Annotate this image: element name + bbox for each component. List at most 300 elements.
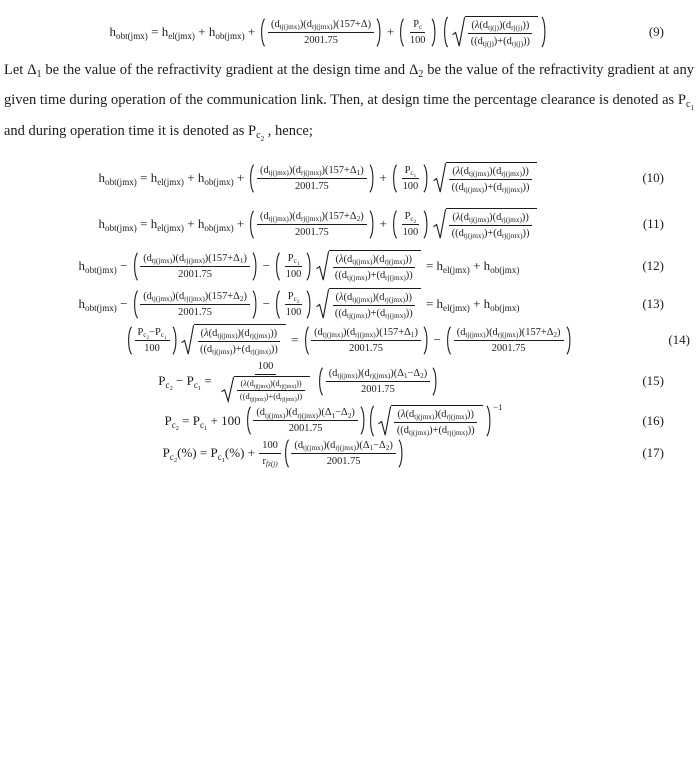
math-subscript — [686, 90, 694, 120]
math-numerator — [449, 165, 531, 180]
math-text: ( — [143, 290, 147, 302]
math-text: (( — [334, 270, 342, 281]
math-subscripted — [410, 169, 416, 178]
math-paren-group — [248, 210, 375, 239]
math-subscripted — [186, 373, 202, 393]
math-subscripted — [164, 412, 179, 432]
math-subscript — [294, 257, 300, 266]
math-text: and during operation time it is denoted as — [4, 123, 249, 139]
math-text: obt(jmx) — [105, 176, 137, 187]
math-subscript — [116, 31, 148, 42]
math-text: (( — [239, 392, 246, 402]
math-numerator — [140, 290, 250, 305]
math-subscript — [464, 186, 484, 195]
math-subscript — [447, 429, 468, 438]
right-paren-icon — [369, 210, 376, 239]
math-text: )) — [405, 254, 413, 265]
math-fraction — [135, 326, 170, 355]
math-text: Let — [4, 62, 28, 78]
math-numerator — [291, 439, 396, 454]
math-fraction — [449, 211, 533, 240]
math-numerator — [257, 164, 367, 179]
math-sqrt — [452, 16, 538, 48]
math-text: − — [373, 439, 380, 451]
math-subscripted — [147, 290, 172, 303]
math-subscripted — [364, 367, 390, 380]
math-fraction — [394, 408, 478, 437]
math-subscript — [414, 173, 417, 179]
math-subscripted — [79, 296, 117, 312]
math-subscript — [294, 295, 300, 304]
math-text: 2001.75 — [178, 306, 212, 318]
math-subscript — [266, 460, 278, 469]
math-text: + — [383, 23, 398, 39]
math-text: (( — [334, 308, 342, 319]
math-italic-text: λ — [339, 254, 344, 265]
math-subscripted — [198, 170, 234, 186]
math-text: ( — [471, 20, 475, 31]
math-text: ob(jmx) — [215, 30, 245, 41]
math-text: ( — [314, 326, 318, 338]
math-subscripted — [209, 24, 245, 40]
math-text: − — [335, 407, 342, 419]
math-subscripted — [441, 408, 467, 421]
math-text: c — [410, 214, 414, 223]
math-text: h — [98, 215, 106, 231]
math-subscript — [37, 60, 42, 89]
math-numerator — [311, 326, 421, 341]
math-subscripted — [292, 406, 318, 419]
math-numerator — [135, 326, 170, 341]
math-text: d — [276, 392, 281, 402]
radical-sign-icon — [181, 324, 194, 356]
math-text: d — [349, 326, 356, 338]
math-text: rj(jmx) — [501, 170, 522, 179]
math-text: ( — [208, 328, 213, 339]
math-text: + — [183, 169, 198, 185]
math-subscripted — [210, 445, 225, 465]
radical-sign-icon — [316, 288, 329, 320]
math-subscript — [332, 412, 336, 421]
math-text: d — [346, 254, 353, 265]
math-text: h — [78, 295, 86, 311]
math-subscript — [690, 94, 694, 123]
math-text: tj(jmx) — [151, 294, 173, 303]
math-fraction — [311, 326, 421, 355]
math-subscript — [511, 24, 522, 33]
math-text: d — [496, 182, 502, 193]
math-subscripted — [263, 210, 288, 223]
math-text: )( — [372, 292, 380, 303]
math-italic-text: λ — [204, 328, 209, 339]
equation-17-number: (17) — [642, 445, 664, 461]
math-denominator — [400, 179, 422, 193]
math-denominator — [283, 267, 305, 281]
radical-sign-icon — [221, 376, 234, 403]
math-text: ( — [397, 408, 401, 420]
math-text: = — [178, 412, 193, 428]
math-text: d — [496, 228, 502, 239]
math-subscripted — [151, 170, 184, 186]
math-text: rj(jmx) — [311, 22, 333, 31]
math-subscripted — [347, 253, 372, 266]
math-text: 1 — [296, 260, 300, 267]
math-text: (%) = — [177, 445, 211, 461]
math-sqrt — [433, 162, 538, 194]
math-text: el(jmx) — [157, 222, 184, 233]
math-subscript — [347, 312, 367, 321]
math-text: 2 — [175, 424, 179, 432]
equation-13 — [79, 288, 520, 320]
math-text: d — [460, 326, 466, 338]
math-subscripted — [162, 445, 178, 465]
math-subscript — [411, 331, 415, 340]
math-text: 1 — [239, 256, 244, 265]
math-text: d — [330, 439, 336, 451]
math-text: rj(jmx) — [385, 274, 406, 283]
math-subscript — [161, 331, 167, 340]
math-subscripted — [110, 24, 148, 40]
math-text: c — [171, 419, 176, 430]
math-subscripted — [274, 18, 299, 31]
math-text: 2001.75 — [326, 455, 361, 467]
math-text: )(157+ — [518, 326, 547, 338]
math-subscript — [490, 265, 519, 276]
math-text: )) — [467, 424, 475, 436]
math-radicand — [329, 250, 421, 282]
math-paren-group — [259, 18, 382, 47]
math-text: d — [379, 254, 385, 265]
math-text: obt(jmx) — [116, 30, 148, 41]
math-subscript — [184, 257, 205, 266]
equation-13-row — [0, 288, 698, 320]
math-subscript — [164, 335, 167, 341]
math-text: (( — [451, 182, 459, 193]
math-numerator — [402, 164, 420, 179]
math-subscripted — [325, 406, 335, 419]
math-text: )) — [405, 308, 413, 319]
math-subscript — [490, 303, 519, 314]
math-paren-group — [368, 401, 503, 438]
math-text: d — [274, 18, 280, 30]
math-text: − — [116, 257, 131, 273]
math-text: d — [496, 212, 502, 223]
math-subscripted — [342, 307, 367, 320]
math-text: )( — [237, 328, 245, 339]
math-text: rj(jmx) — [355, 330, 376, 339]
math-text: d — [463, 166, 469, 177]
math-subscript — [212, 348, 232, 357]
math-text: ( — [343, 254, 347, 265]
math-subscripted — [179, 252, 205, 265]
radical-sign-icon — [433, 162, 446, 194]
math-text: + — [376, 169, 391, 185]
math-text: tj(jmx) — [414, 413, 435, 422]
math-subscripted — [404, 326, 414, 339]
math-fraction — [259, 439, 281, 468]
math-subscripted — [379, 253, 405, 266]
math-text: rj(jmx) — [501, 216, 522, 225]
math-numerator — [449, 211, 531, 226]
math-text: rj(jmx) — [384, 296, 406, 305]
math-text: rj(jmx) — [447, 429, 468, 438]
math-subscripted — [263, 164, 288, 177]
right-paren-icon — [423, 210, 430, 239]
math-subscripted — [493, 326, 519, 339]
math-fraction — [400, 210, 422, 239]
math-text: Δ — [362, 439, 370, 451]
math-subscripted — [460, 326, 485, 339]
math-text: h — [98, 169, 106, 185]
equation-12 — [79, 250, 520, 282]
math-text: )( — [172, 290, 179, 302]
math-subscripted — [464, 211, 489, 224]
math-subscripted — [330, 439, 356, 452]
math-text: = — [287, 331, 302, 347]
math-subscript — [352, 296, 372, 305]
math-text: )) — [467, 408, 474, 420]
math-subscript — [312, 23, 333, 32]
right-paren-icon — [306, 290, 313, 319]
math-subscripted — [245, 343, 271, 356]
math-subscripted — [296, 210, 322, 223]
math-text: ( — [143, 252, 147, 264]
math-paren-content — [138, 290, 252, 319]
math-subscript — [170, 385, 173, 393]
math-fraction — [237, 379, 305, 403]
math-denominator — [175, 305, 215, 319]
math-subscripted — [413, 367, 423, 380]
math-text: )) — [405, 292, 413, 303]
math-text: ) — [351, 407, 355, 419]
math-denominator — [197, 342, 281, 356]
math-subscript — [357, 215, 361, 224]
math-subscript — [166, 380, 173, 391]
math-numerator — [268, 18, 374, 33]
math-fraction — [257, 164, 367, 193]
math-paren-group — [398, 18, 437, 47]
math-subscripted — [158, 373, 173, 393]
math-text: ) — [423, 367, 428, 379]
math-text: P — [210, 445, 218, 461]
math-subscript — [256, 121, 264, 151]
math-denominator — [489, 341, 529, 355]
math-text: 100 — [257, 361, 274, 372]
math-subscript — [502, 232, 523, 241]
math-text: d — [341, 308, 347, 319]
math-text: c — [200, 419, 205, 430]
math-text: h — [150, 215, 158, 231]
math-text: Δ — [413, 367, 421, 379]
math-subscript — [553, 331, 557, 340]
math-fraction — [283, 290, 305, 319]
math-paren-group — [391, 210, 430, 239]
math-subscript — [152, 295, 172, 304]
right-paren-icon — [486, 405, 493, 437]
math-text: )(157+ — [375, 326, 405, 338]
math-subscript — [420, 372, 424, 381]
math-italic-text: λ — [455, 166, 461, 177]
equation-9-row — [0, 16, 698, 48]
math-paren-content — [138, 252, 252, 281]
math-italic-text: λ — [339, 292, 344, 303]
math-text: P — [186, 373, 194, 389]
math-text: rj(jmx) — [297, 411, 318, 420]
math-text: ( — [335, 254, 339, 265]
math-numerator — [237, 379, 304, 391]
math-text: d — [379, 292, 385, 303]
math-text: )( — [485, 326, 493, 338]
math-denominator — [358, 382, 398, 396]
math-subscripted — [409, 56, 423, 86]
math-text: d — [364, 367, 370, 379]
math-subscripted — [318, 326, 343, 339]
right-paren-icon — [423, 326, 430, 355]
math-subscript — [143, 331, 149, 340]
math-fraction — [332, 253, 416, 282]
math-text: h — [197, 215, 205, 231]
math-radicand — [194, 324, 286, 356]
math-subscript — [337, 372, 357, 381]
math-subscript — [105, 177, 137, 188]
math-text: be the value of the refractivity gradient at the design time and — [41, 62, 409, 78]
math-text: d — [295, 210, 301, 222]
math-subscript — [85, 265, 117, 276]
math-paren-group — [303, 326, 430, 355]
math-text: ( — [328, 367, 333, 379]
math-subscript — [147, 335, 150, 341]
math-text: d — [496, 166, 502, 177]
math-text: tj(jmx) — [352, 258, 373, 267]
math-text: )) — [405, 270, 413, 281]
math-subscripted — [151, 216, 184, 232]
math-subscripted — [218, 452, 225, 463]
equation-17 — [163, 439, 406, 468]
math-subscripted — [497, 227, 523, 240]
math-text: h — [150, 169, 158, 185]
math-text: )( — [390, 367, 398, 379]
math-subscript — [385, 312, 406, 321]
math-subscript — [483, 40, 494, 49]
math-text: P — [137, 326, 144, 338]
math-text: rj(jmx) — [384, 258, 406, 267]
math-subscript — [410, 169, 416, 178]
math-denominator — [332, 306, 416, 320]
math-subscript — [335, 444, 356, 453]
math-text: be the value of the refractivity gradient at any given time during operation of the communication link. Then, at design time the percentage clearance is denoted as — [4, 62, 694, 108]
math-subscript — [174, 457, 177, 465]
math-text: ( — [270, 18, 275, 30]
math-denominator — [141, 341, 163, 355]
math-text: d — [477, 36, 483, 47]
math-radicand — [446, 162, 538, 194]
equation-12-row — [0, 250, 698, 282]
math-text: )(157+ — [204, 290, 234, 302]
math-text: + — [469, 257, 484, 273]
math-fraction — [216, 360, 315, 403]
math-subscripted — [484, 258, 520, 274]
math-subscript — [157, 223, 184, 234]
math-text: d — [245, 392, 250, 402]
math-paren-group — [248, 164, 375, 193]
equation-14 — [125, 324, 573, 356]
math-text: )) — [270, 328, 278, 339]
math-subscript — [419, 23, 422, 32]
math-text: 100 — [262, 439, 278, 451]
math-numerator — [198, 327, 280, 342]
math-subscripted — [294, 257, 300, 266]
math-text: rj(jmx) — [184, 256, 205, 265]
math-text: rj(jmx) — [446, 413, 468, 422]
math-text: (( — [451, 228, 459, 239]
math-text: P — [158, 373, 166, 389]
math-text: ob(jmx) — [490, 302, 520, 313]
math-italic-text: λ — [474, 20, 480, 31]
math-text: − — [172, 373, 187, 389]
math-text: Δ — [404, 326, 411, 338]
math-subscripted — [410, 215, 416, 224]
math-text: tj(jmx) — [249, 397, 266, 404]
math-subscripted — [245, 392, 265, 402]
math-text: 1 — [204, 424, 208, 432]
math-subscript — [414, 413, 434, 422]
math-text: h — [483, 257, 491, 273]
math-subscripted — [380, 269, 406, 282]
math-text: c — [160, 330, 164, 339]
math-subscripted — [138, 326, 150, 339]
math-subscripted — [162, 24, 195, 40]
math-subscripted — [192, 412, 208, 432]
math-text: ) — [557, 326, 561, 338]
math-text: − — [149, 326, 155, 338]
math-text: )) — [521, 166, 529, 177]
math-denominator — [468, 34, 533, 48]
math-fraction — [332, 291, 416, 320]
math-radicand — [446, 208, 538, 240]
math-text: ( — [343, 292, 347, 303]
math-numerator — [326, 367, 431, 382]
math-text: tj(jmx) — [303, 444, 324, 453]
math-text: c — [169, 452, 174, 463]
math-fraction — [268, 18, 374, 47]
math-text: (( — [470, 36, 478, 47]
equation-14-number: (14) — [668, 332, 690, 347]
math-denominator — [449, 180, 533, 194]
math-subscript — [385, 274, 406, 283]
equation-11-number: (11) — [642, 216, 664, 231]
math-paren-group — [274, 290, 313, 319]
math-text: P — [404, 164, 411, 176]
math-subscripted — [233, 290, 243, 303]
math-paren-content — [398, 210, 424, 239]
math-text: d — [297, 439, 304, 451]
math-text: )( — [357, 367, 365, 379]
math-subscript — [240, 295, 244, 304]
right-paren-icon — [541, 16, 548, 48]
math-text: tj(jmx) — [265, 411, 286, 420]
math-text: tj(j) — [488, 24, 499, 33]
math-text: tj(j) — [482, 40, 494, 49]
math-subscript — [498, 331, 519, 340]
math-subscript — [501, 170, 522, 179]
math-italic-text: λ — [243, 379, 247, 388]
math-text: + — [233, 215, 248, 231]
math-text: , hence; — [264, 123, 313, 139]
math-text: ( — [452, 212, 456, 223]
math-subscripted — [170, 452, 177, 463]
math-numerator — [410, 18, 425, 33]
math-text: )) — [523, 36, 530, 47]
